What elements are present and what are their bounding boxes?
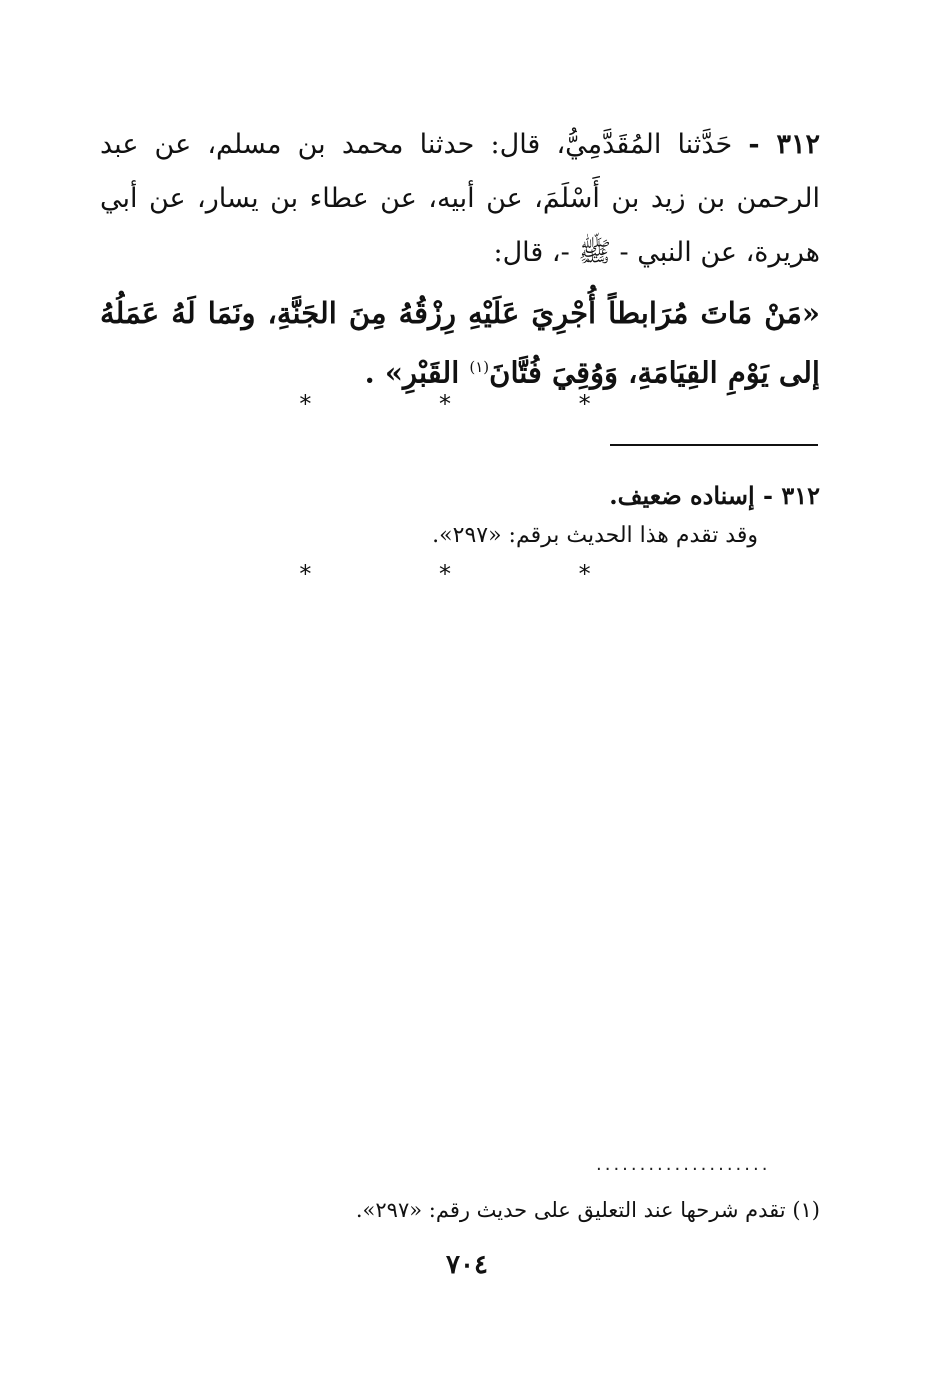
page-number: ٧٠٤ [446,1250,488,1280]
footnote-text: (١) تقدم شرحها عند التعليق على حديث رقم: «٢٩٧». [355,1198,820,1222]
hadith-number: ٣١٢ - [748,129,820,160]
matn-text-open: «مَنْ مَاتَ مُرَابطاً أُجْرِيَ عَلَيْهِ رِزْقُهُ مِنَ الجَنَّةِ، ونَمَا لَهُ عَمَلُهُ إلى يَوْمِ القِيَامَةِ، وَوُقِيَ فُتَّانَ [100,296,820,390]
commentary-grading: ٣١٢ - إسناده ضعيف. [609,481,820,510]
footnote-divider: .................... [596,1154,771,1175]
hadith-isnad [100,118,820,280]
separator-stars-top: * * * [299,390,651,418]
hadith-matn [100,286,820,400]
footnote-reference: (١) [469,358,490,376]
isnad-text: حَدَّثنا المُقَدَّمِيُّ، قال: حدثنا محمد بن مسلم، عن عبد الرحمن بن زيد بن أَسْلَمَ، عن أبيه، عن عطاء بن يسار، عن أبي هريرة، عن النبي - ﷺ -، قال: [100,129,820,268]
commentary-cross-reference: وقد تقدم هذا الحديث برقم: «٢٩٧». [432,523,758,548]
matn-text-close: القَبْرِ» . [364,355,460,390]
separator-stars-bottom: * * * [299,560,651,588]
commentary-divider [610,444,818,446]
